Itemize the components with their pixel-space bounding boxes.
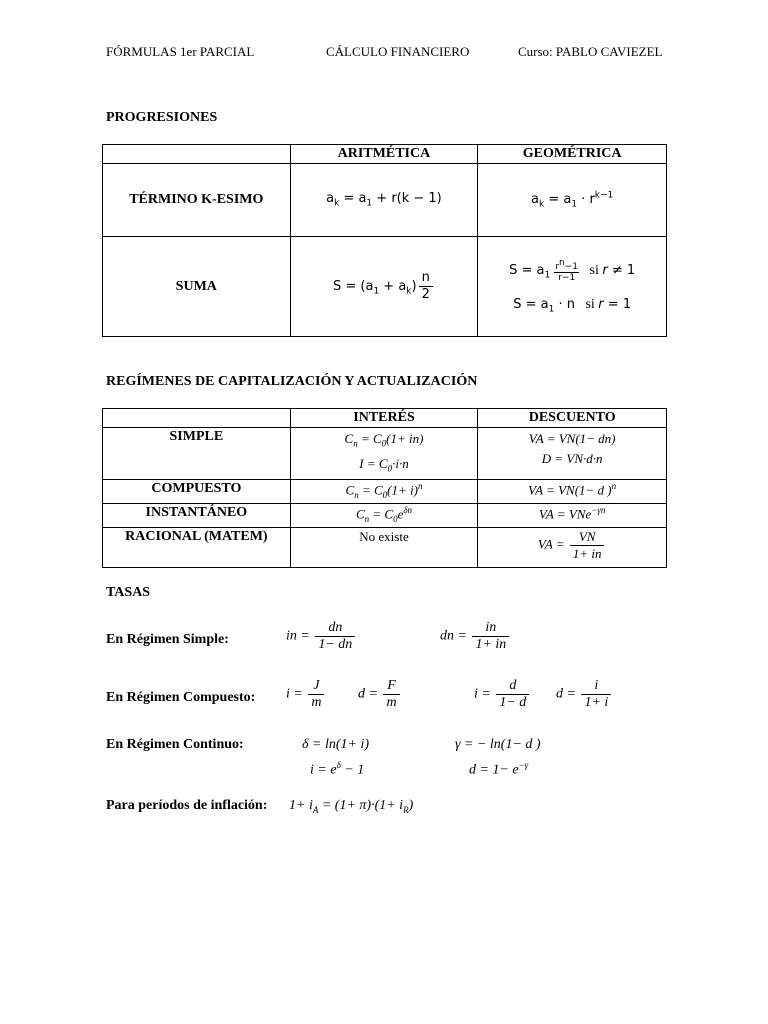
row-header-instantaneo: INSTANTÁNEO [103, 504, 291, 528]
corner-cell-2 [103, 409, 291, 428]
si-label-1: si [589, 262, 599, 278]
formula-gamma: γ = − ln(1− d ) [455, 737, 541, 752]
row-header-compuesto: COMPUESTO [103, 480, 291, 504]
formula-delta: δ = ln(1+ i) [302, 737, 370, 752]
header-right: Curso: PABLO CAVIEZEL [518, 44, 663, 59]
si-label-2: si [585, 296, 595, 312]
row-header-suma: SUMA [103, 237, 291, 337]
formula-i-compuesto: i = $\frac{J}{m}$ [286, 678, 326, 711]
regimenes-table [102, 408, 667, 568]
col-header-descuento: DESCUENTO [478, 409, 667, 428]
formula-inflacion: $1+ i_A = (1+ \pi)\cdot(1+ i_R)$ [289, 798, 414, 815]
formula-descuento-compuesto: VA = VN(1− d )$^n$ [478, 480, 667, 504]
row-header-racional: RACIONAL (MATEM) [103, 528, 291, 568]
col-header-geometrica: GEOMÉTRICA [478, 145, 667, 164]
formula-d-from-i: d = $\frac{i}{1+ i}$ [556, 678, 613, 711]
formula-interes-simple: $C_n = C_0(1+ in)$ $I = C_0\cdot i\cdot n$ [290, 428, 478, 480]
formula-descuento-instantaneo: VA = VNe$^{-\gamma n}$ [478, 504, 667, 528]
formula-suma-geometrica: $S = a_1$ $\frac{r^n-1}{r-1}$ si r ≠ 1 $S = a_1 \cdot n$ si r = 1 [478, 237, 667, 337]
section-title-regimenes: REGÍMENES DE CAPITALIZACIÓN Y ACTUALIZACIÓN [106, 374, 478, 389]
label-regimen-continuo: En Régimen Continuo: [106, 737, 244, 752]
row-header-termino: TÉRMINO K-ESIMO [103, 164, 291, 237]
formula-dn-simple: dn = $\frac{in}{1+ in}$ [440, 620, 511, 653]
formula-interes-compuesto: $C_n = C_0(1+ i)^n$ [290, 480, 478, 504]
formula-in-simple: in = $\frac{dn}{1- dn}$ [286, 620, 357, 653]
section-title-progresiones: PROGRESIONES [106, 110, 218, 125]
col-header-interes: INTERÉS [290, 409, 478, 428]
section-title-tasas: TASAS [106, 585, 151, 600]
formula-descuento-racional: VA = $\frac{VN}{1+ in}$ [478, 528, 667, 568]
formula-termino-geometrica: $a_k = a_1 \cdot r^{k-1}$ [478, 164, 667, 237]
label-regimen-compuesto: En Régimen Compuesto: [106, 690, 256, 705]
label-inflacion: Para períodos de inflación: [106, 798, 268, 813]
formula-i-from-d: i = $\frac{d}{1- d}$ [474, 678, 531, 711]
formula-i-continuo: $i = e^\delta - 1$ [310, 760, 365, 778]
row-header-simple: SIMPLE [103, 428, 291, 480]
racional-no-existe: No existe [290, 528, 478, 568]
progresiones-table [102, 144, 667, 337]
header-left: FÓRMULAS 1er PARCIAL [106, 44, 255, 59]
formula-suma-aritmetica: $S = (a_1 + a_k)$ $\frac{n}{2}$ [290, 237, 478, 337]
formula-d-continuo: $d = 1- e^{-\gamma}$ [469, 760, 529, 778]
col-header-aritmetica: ARITMÉTICA [290, 145, 478, 164]
corner-cell [103, 145, 291, 164]
formula-d-compuesto: d = $\frac{F}{m}$ [358, 678, 402, 711]
formula-descuento-simple: VA = VN(1− dn) D = VN·d·n [478, 428, 667, 480]
formula-termino-aritmetica: $a_k = a_1 + r(k - 1)$ [290, 164, 478, 237]
formula-interes-instantaneo: $C_n = C_0e^{\delta n}$ [290, 504, 478, 528]
label-regimen-simple: En Régimen Simple: [106, 632, 229, 647]
header-center: CÁLCULO FINANCIERO [326, 44, 470, 59]
